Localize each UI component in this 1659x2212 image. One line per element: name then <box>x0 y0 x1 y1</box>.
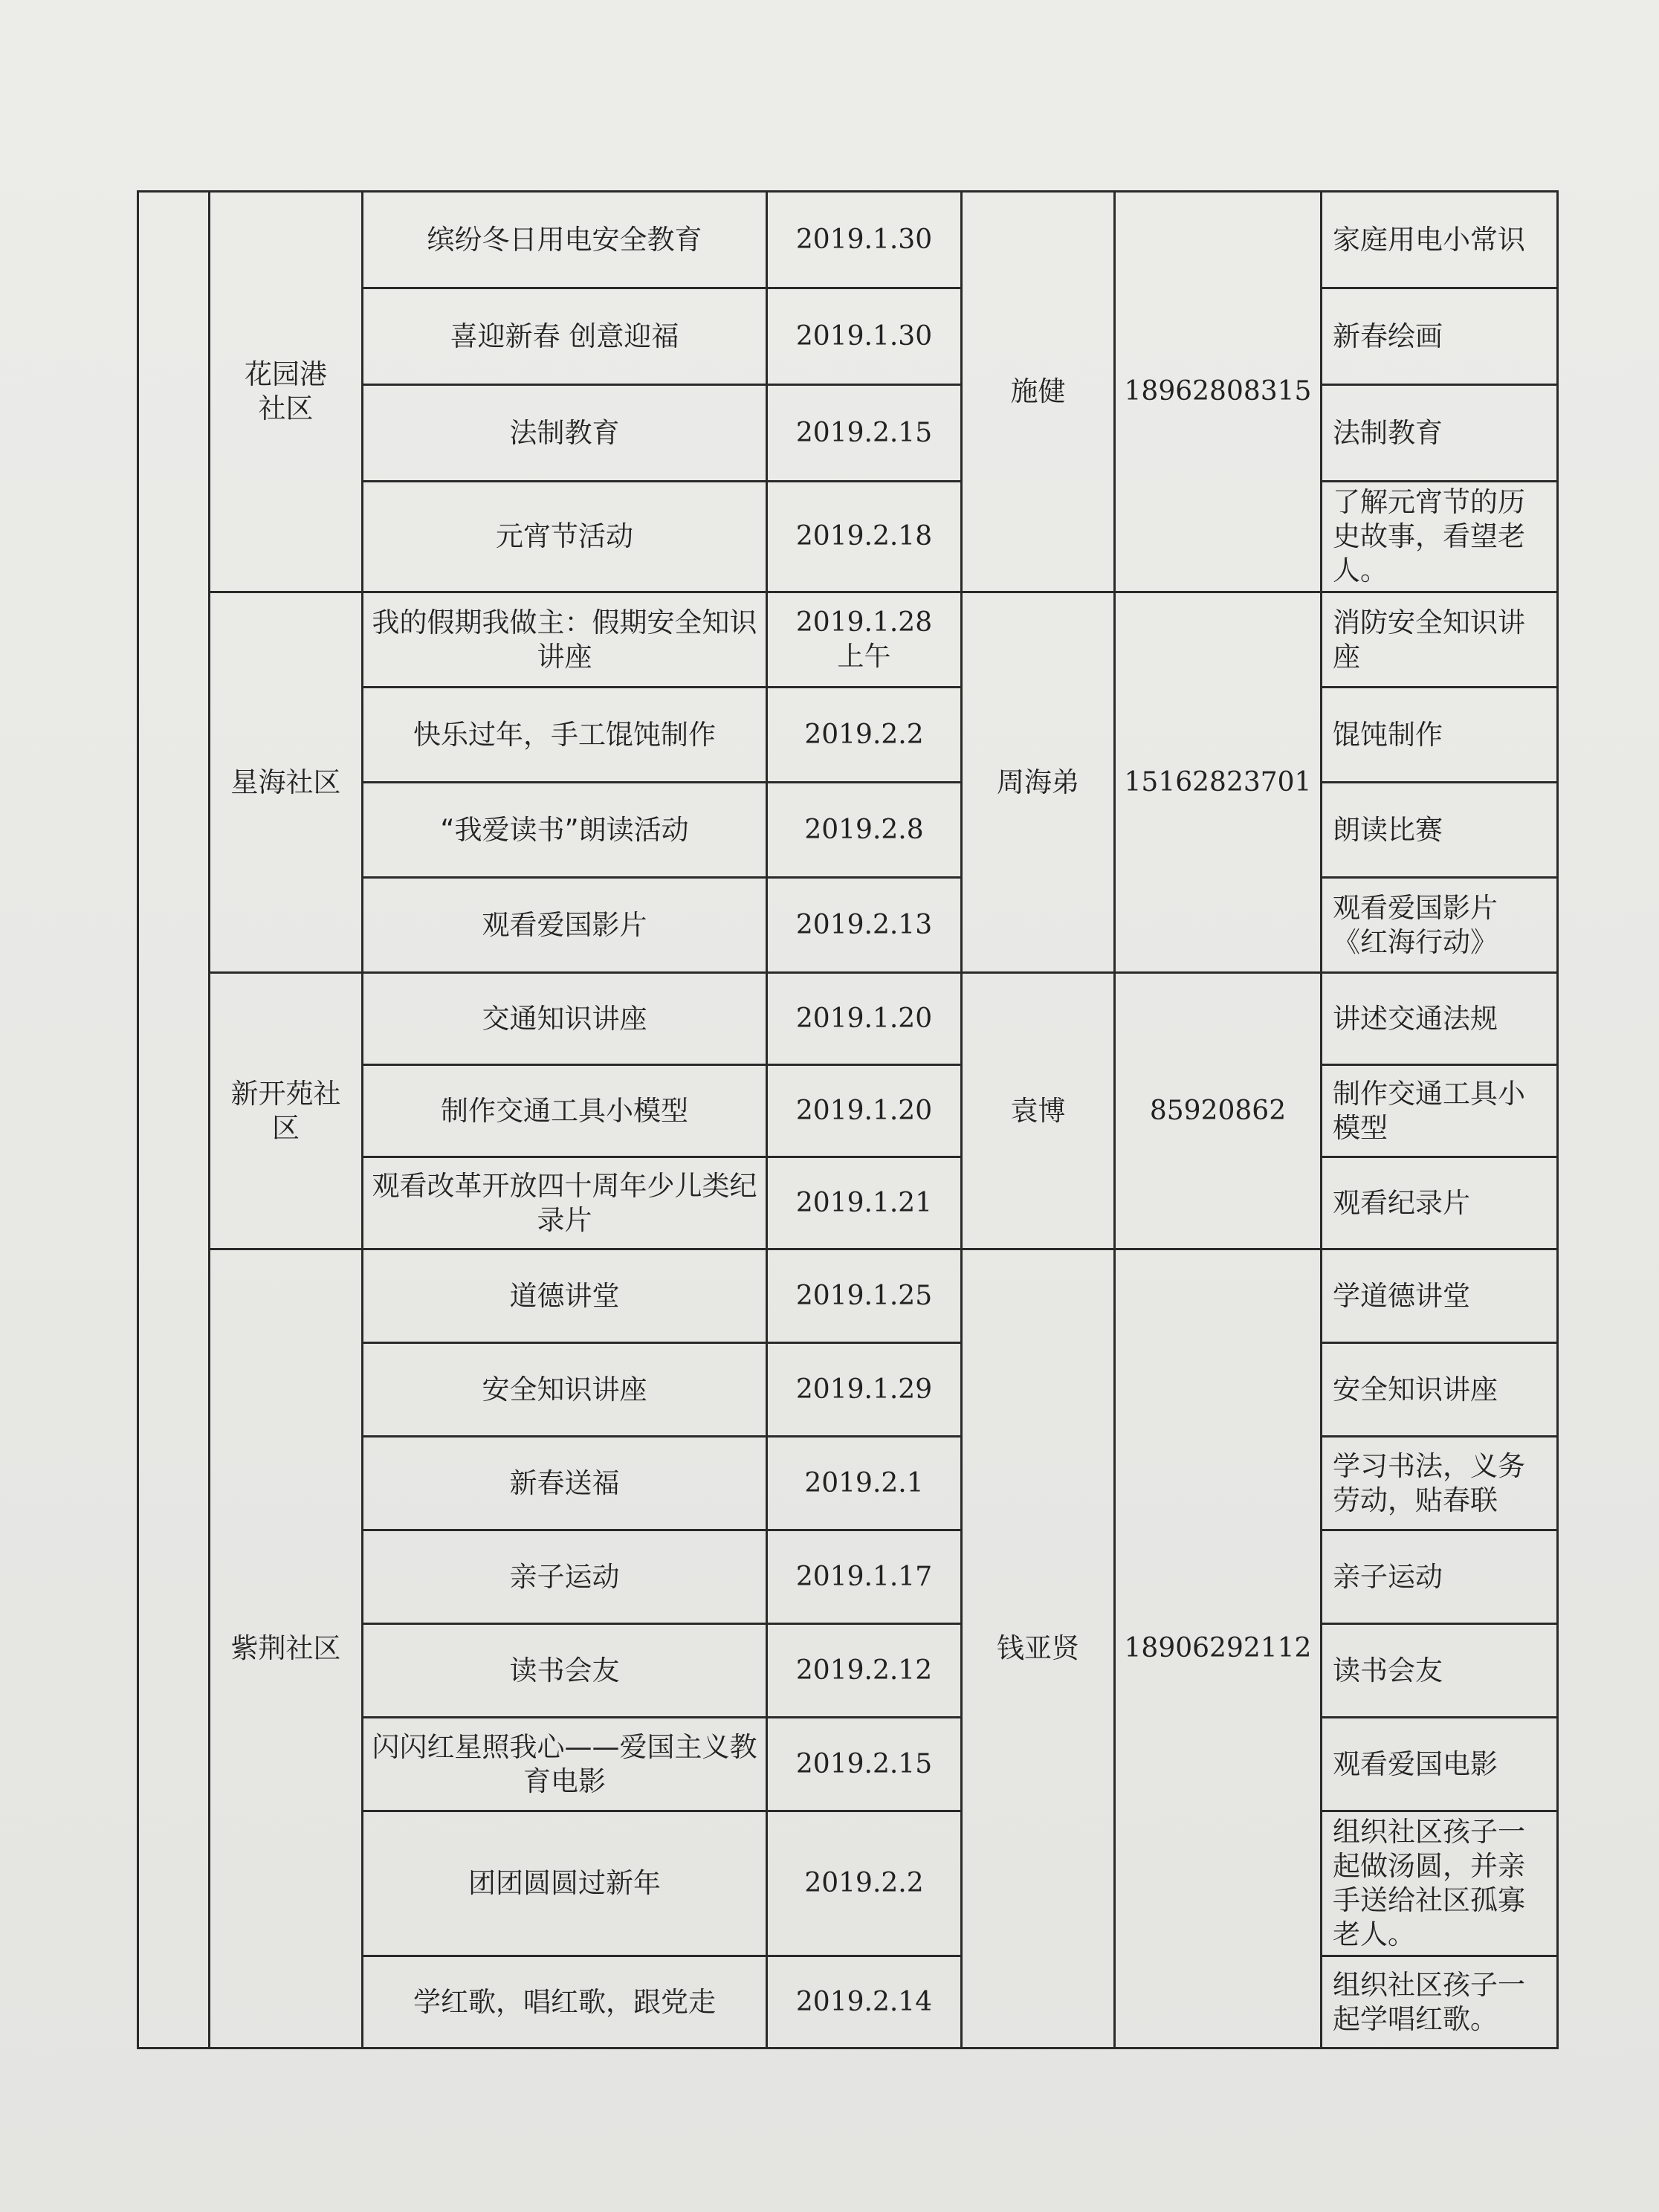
activity-date-cell: 2019.2.2 <box>767 1811 962 1956</box>
activity-date-cell: 2019.2.18 <box>767 482 962 592</box>
activity-title-cell: 闪闪红星照我心——爱国主义教育电影 <box>363 1718 767 1811</box>
activity-date-cell: 2019.1.20 <box>767 1065 962 1157</box>
activity-title-cell: 学红歌，唱红歌，跟党走 <box>363 1956 767 2048</box>
community-name-cell: 花园港 社区 <box>210 192 363 592</box>
community-name-cell: 新开苑社区 <box>210 973 363 1249</box>
activity-note-cell: 学习书法，义务劳动，贴春联 <box>1322 1437 1558 1530</box>
activity-date-cell: 2019.2.13 <box>767 878 962 973</box>
activity-date-cell: 2019.2.1 <box>767 1437 962 1530</box>
activity-title-cell: 道德讲堂 <box>363 1249 767 1343</box>
activity-note-cell: 观看爱国电影 <box>1322 1718 1558 1811</box>
activity-note-cell: 讲述交通法规 <box>1322 973 1558 1065</box>
activity-title-cell: 法制教育 <box>363 385 767 482</box>
contact-phone-cell: 18962808315 <box>1115 192 1322 592</box>
activity-title-cell: 交通知识讲座 <box>363 973 767 1065</box>
activity-note-cell: 消防安全知识讲座 <box>1322 592 1558 688</box>
activity-title-cell: 我的假期我做主：假期安全知识讲座 <box>363 592 767 688</box>
activity-date-cell: 2019.1.28 上午 <box>767 592 962 688</box>
contact-phone-cell: 15162823701 <box>1115 592 1322 973</box>
activity-title-cell: 缤纷冬日用电安全教育 <box>363 192 767 288</box>
activity-note-cell: 了解元宵节的历史故事，看望老人。 <box>1322 482 1558 592</box>
activity-note-cell: 亲子运动 <box>1322 1530 1558 1624</box>
activity-note-cell: 观看爱国影片《红海行动》 <box>1322 878 1558 973</box>
activity-date-cell: 2019.2.12 <box>767 1624 962 1718</box>
activity-title-cell: 团团圆圆过新年 <box>363 1811 767 1956</box>
activity-title-cell: 安全知识讲座 <box>363 1343 767 1437</box>
activity-note-cell: 学道德讲堂 <box>1322 1249 1558 1343</box>
contact-person-cell: 袁博 <box>962 973 1115 1249</box>
activity-title-cell: 观看爱国影片 <box>363 878 767 973</box>
activity-title-cell: 亲子运动 <box>363 1530 767 1624</box>
activity-note-cell: 朗读比赛 <box>1322 783 1558 878</box>
table-row <box>138 592 1558 688</box>
activity-date-cell: 2019.2.15 <box>767 385 962 482</box>
activity-date-cell: 2019.1.17 <box>767 1530 962 1624</box>
activity-title-cell: 新春送福 <box>363 1437 767 1530</box>
community-name-cell: 紫荆社区 <box>210 1249 363 2048</box>
contact-phone-cell: 18906292112 <box>1115 1249 1322 2048</box>
table-row <box>138 973 1558 1065</box>
activity-note-cell: 新春绘画 <box>1322 288 1558 385</box>
activity-table <box>137 190 1559 2049</box>
activity-date-cell: 2019.1.20 <box>767 973 962 1065</box>
activity-title-cell: 元宵节活动 <box>363 482 767 592</box>
activity-note-cell: 组织社区孩子一起做汤圆，并亲手送给社区孤寡老人。 <box>1322 1811 1558 1956</box>
activity-note-cell: 安全知识讲座 <box>1322 1343 1558 1437</box>
activity-date-cell: 2019.1.21 <box>767 1157 962 1249</box>
activity-title-cell: “我爱读书”朗读活动 <box>363 783 767 878</box>
contact-person-cell: 施健 <box>962 192 1115 592</box>
activity-note-cell: 组织社区孩子一起学唱红歌。 <box>1322 1956 1558 2048</box>
activity-note-cell: 制作交通工具小模型 <box>1322 1065 1558 1157</box>
table-row <box>138 1249 1558 1343</box>
activity-date-cell: 2019.1.30 <box>767 192 962 288</box>
table-row <box>138 192 1558 288</box>
activity-title-cell: 快乐过年，手工馄饨制作 <box>363 688 767 783</box>
activity-title-cell: 读书会友 <box>363 1624 767 1718</box>
activity-date-cell: 2019.2.8 <box>767 783 962 878</box>
activity-note-cell: 馄饨制作 <box>1322 688 1558 783</box>
community-name-cell: 星海社区 <box>210 592 363 973</box>
activity-date-cell: 2019.2.14 <box>767 1956 962 2048</box>
activity-date-cell: 2019.1.30 <box>767 288 962 385</box>
activity-date-cell: 2019.2.15 <box>767 1718 962 1811</box>
activity-title-cell: 喜迎新春 创意迎福 <box>363 288 767 385</box>
activity-note-cell: 家庭用电小常识 <box>1322 192 1558 288</box>
activity-date-cell: 2019.1.25 <box>767 1249 962 1343</box>
activity-title-cell: 制作交通工具小模型 <box>363 1065 767 1157</box>
table-body <box>138 192 1558 2048</box>
index-column-cell <box>138 192 210 2048</box>
contact-phone-cell: 85920862 <box>1115 973 1322 1249</box>
activity-date-cell: 2019.1.29 <box>767 1343 962 1437</box>
activity-note-cell: 法制教育 <box>1322 385 1558 482</box>
activity-title-cell: 观看改革开放四十周年少儿类纪录片 <box>363 1157 767 1249</box>
activity-note-cell: 读书会友 <box>1322 1624 1558 1718</box>
contact-person-cell: 钱亚贤 <box>962 1249 1115 2048</box>
activity-date-cell: 2019.2.2 <box>767 688 962 783</box>
activity-note-cell: 观看纪录片 <box>1322 1157 1558 1249</box>
contact-person-cell: 周海弟 <box>962 592 1115 973</box>
